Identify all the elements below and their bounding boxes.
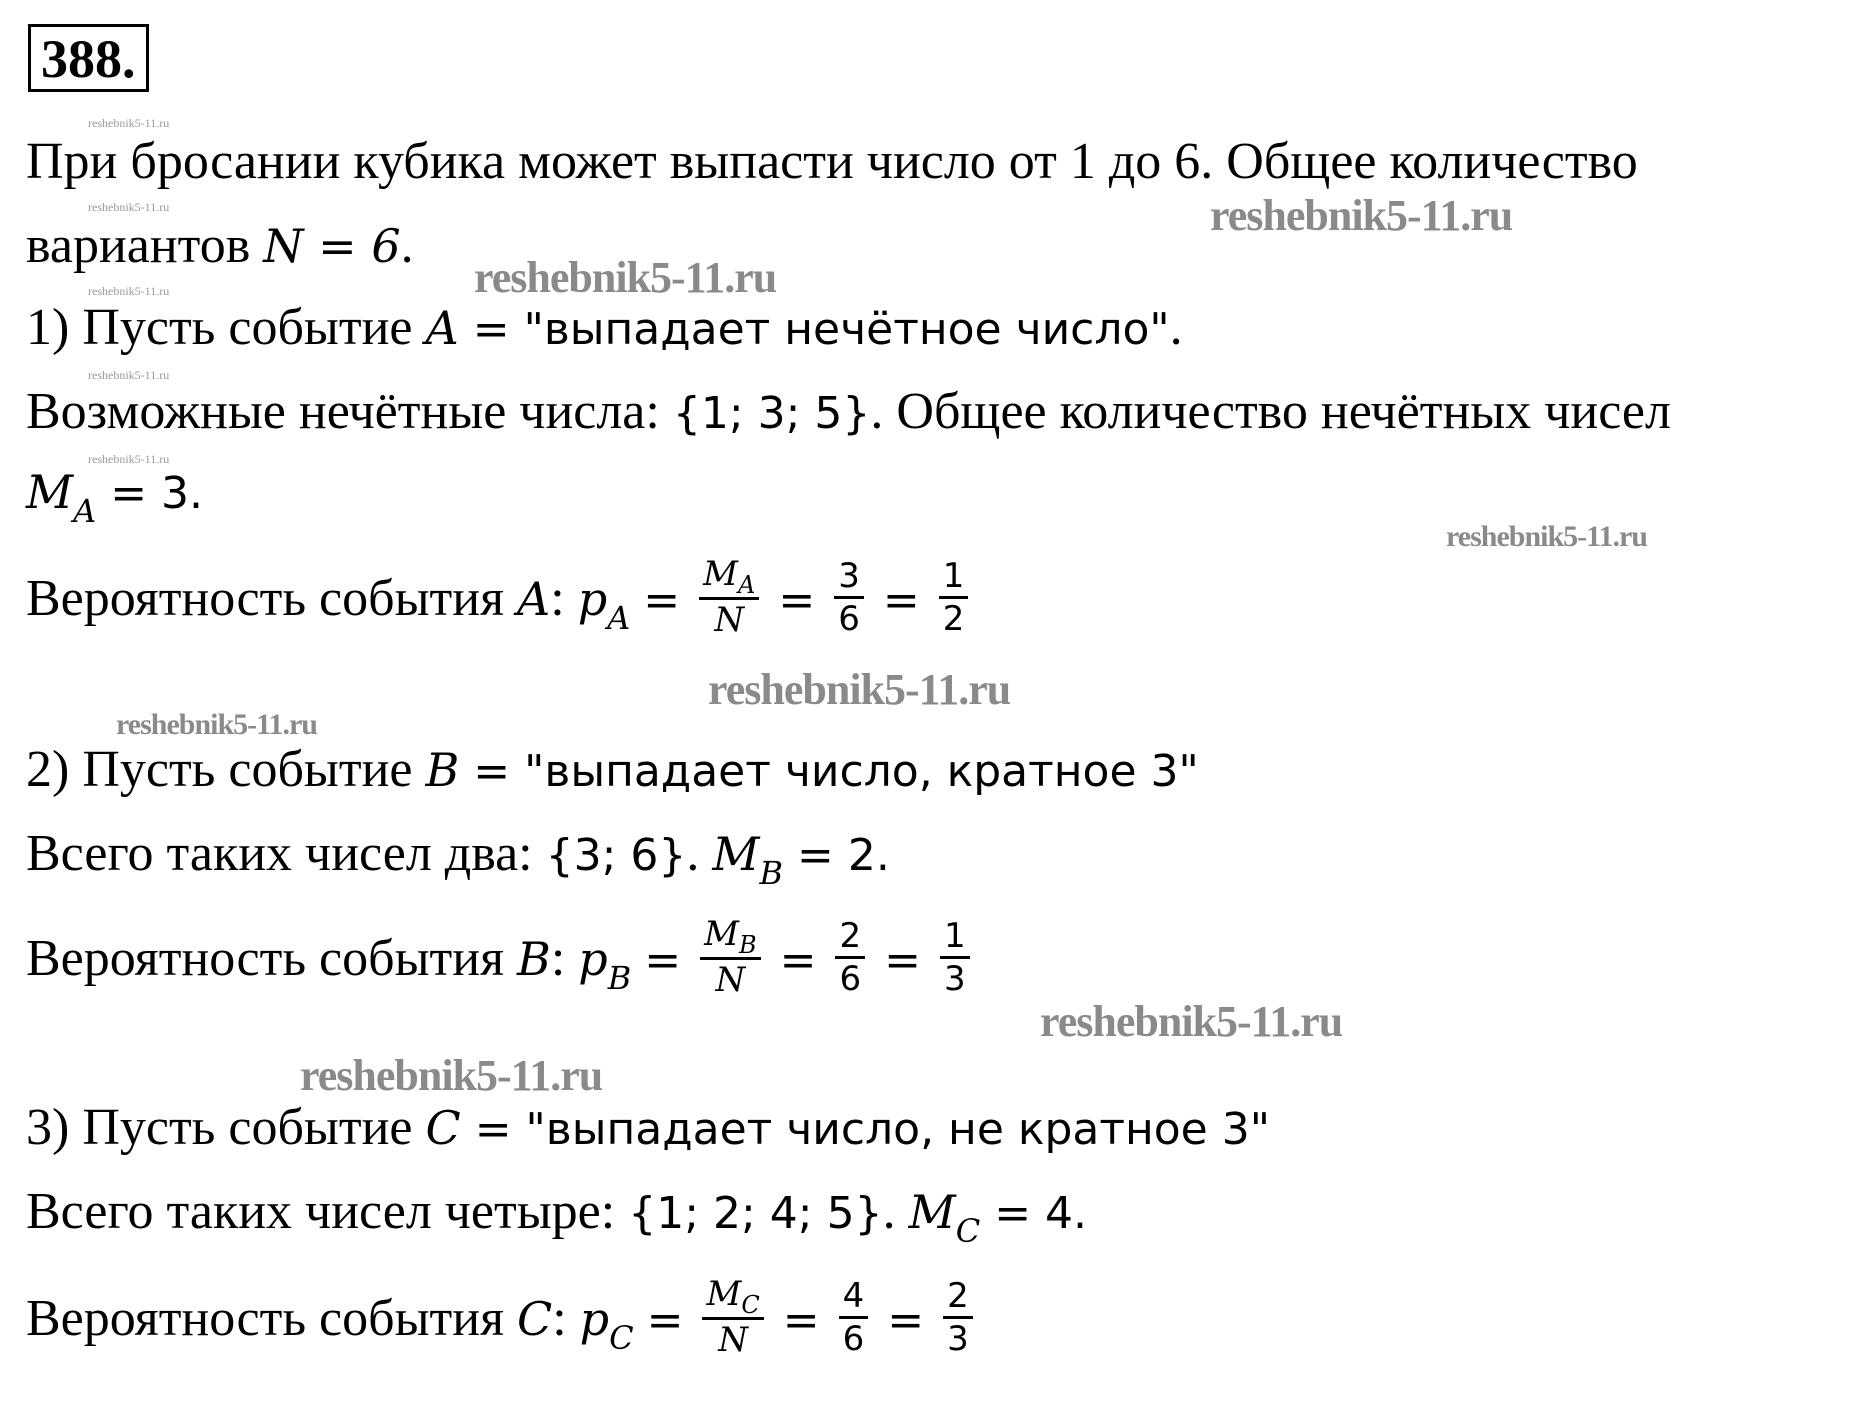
count-value: = 3.	[96, 468, 204, 519]
colon: :	[550, 569, 578, 627]
equals-sign: =	[778, 574, 816, 626]
colon: :	[550, 929, 579, 987]
outcomes-text: Всего таких чисел четыре:	[26, 1183, 629, 1240]
count-value: = 2.	[783, 830, 890, 881]
equals-sign: =	[643, 574, 681, 626]
event-variable: A	[425, 301, 459, 355]
part1-count	[26, 462, 204, 530]
outcomes-rest: .	[686, 825, 713, 882]
watermark: reshebnik5-11.ru	[88, 368, 170, 382]
part-lead: 3) Пусть событие	[26, 1099, 426, 1156]
count-subscript: A	[73, 492, 97, 530]
probability-symbol: p	[577, 571, 608, 626]
equals-sign: =	[779, 934, 817, 986]
part1-statement	[26, 298, 1183, 360]
outcomes-set: {1; 3; 5}	[672, 388, 871, 439]
fraction	[700, 914, 760, 1000]
part2-statement	[26, 740, 1199, 802]
probability-subscript: C	[609, 1318, 634, 1357]
intro-text: вариантов	[26, 217, 264, 274]
event-description: "выпадает число, кратное 3"	[524, 746, 1199, 797]
fraction	[939, 556, 969, 639]
event-description: "выпадает число, не кратное 3"	[525, 1104, 1270, 1155]
fraction	[940, 916, 970, 999]
problem-number: 388.	[28, 24, 149, 92]
fraction	[699, 554, 759, 640]
probability-text: Вероятность события	[26, 929, 518, 987]
part1-outcomes	[26, 382, 1671, 444]
outcomes-text: Всего таких чисел два:	[26, 825, 546, 882]
fraction-numerator: 1	[939, 556, 969, 599]
intro-text: При бросании кубика может выпасти число от 1 до 6. Общее количество	[26, 133, 1638, 190]
fraction-numerator: 2	[835, 916, 865, 959]
probability-subscript: B	[607, 958, 632, 997]
fraction-numerator: 4	[839, 1276, 869, 1319]
probability-symbol: p	[578, 931, 608, 986]
equals-sign: =	[646, 1294, 684, 1346]
watermark: reshebnik5-11.ru	[1210, 191, 1513, 240]
event-variable: B	[517, 931, 551, 986]
watermark: reshebnik5-11.ru	[1040, 997, 1343, 1046]
watermark: reshebnik5-11.ru	[88, 284, 170, 298]
period: .	[1169, 299, 1183, 356]
fraction-numerator: 3	[834, 556, 864, 599]
probability-text: Вероятность события	[26, 1289, 518, 1347]
probability-subscript: A	[607, 598, 631, 637]
watermark: reshebnik5-11.ru	[88, 452, 170, 466]
part-lead: 1) Пусть событие	[26, 299, 426, 356]
watermark: reshebnik5-11.ru	[474, 253, 777, 302]
outcomes-rest: . Общее количество нечётных чисел	[870, 383, 1671, 440]
fraction	[839, 1276, 869, 1359]
fraction	[835, 916, 865, 999]
watermark: reshebnik5-11.ru	[300, 1051, 603, 1100]
equals-sign: =	[644, 934, 682, 986]
period: .	[400, 217, 414, 274]
fraction-denominator: N	[714, 600, 745, 640]
equals-sign: =	[887, 1294, 925, 1346]
count-variable: M	[26, 465, 74, 519]
watermark: reshebnik5-11.ru	[1446, 520, 1647, 553]
watermark: reshebnik5-11.ru	[88, 116, 170, 130]
fraction-denominator: 6	[842, 1318, 865, 1359]
fraction-denominator: 6	[838, 598, 860, 639]
count-subscript: B	[759, 854, 784, 892]
count-value: = 4.	[980, 1188, 1088, 1239]
fraction-denominator: 6	[839, 958, 862, 999]
fraction-denominator: N	[715, 960, 746, 1000]
fraction-denominator: N	[718, 1320, 748, 1360]
count-variable: M	[908, 1185, 956, 1239]
fraction	[834, 556, 864, 639]
probability-symbol: p	[579, 1291, 610, 1346]
part1-probability	[26, 554, 974, 646]
fraction-numerator: 1	[940, 916, 970, 959]
fraction	[702, 1274, 763, 1360]
fraction-denominator: 3	[943, 958, 966, 999]
count-variable: M	[712, 827, 760, 881]
part3-outcomes	[26, 1182, 1088, 1250]
colon: :	[552, 1289, 580, 1347]
watermark: reshebnik5-11.ru	[88, 200, 170, 214]
fraction	[943, 1276, 973, 1359]
equals-sign: =	[782, 1294, 820, 1346]
event-variable: A	[517, 571, 551, 626]
equals-sign: =	[460, 1104, 526, 1155]
outcomes-set: {1; 2; 4; 5}	[628, 1188, 883, 1239]
equals-sign: =	[459, 746, 525, 797]
fraction-numerator: $M_A$	[699, 554, 759, 600]
part2-outcomes	[26, 824, 890, 892]
event-description: "выпадает нечётное число"	[523, 304, 1170, 355]
event-variable: C	[425, 1101, 461, 1155]
fraction-numerator: 2	[943, 1276, 973, 1319]
part2-probability	[26, 914, 976, 1006]
count-subscript: C	[955, 1212, 981, 1250]
part3-probability	[26, 1274, 979, 1366]
fraction-numerator: $M_C$	[702, 1274, 763, 1320]
outcomes-set: {3; 6}	[545, 830, 687, 881]
part-lead: 2) Пусть событие	[26, 741, 426, 798]
total-count-formula: N = 6	[263, 219, 401, 273]
intro-line-1	[26, 132, 1638, 192]
intro-line-2	[26, 216, 414, 276]
probability-text: Вероятность события	[26, 569, 518, 627]
event-variable: C	[517, 1291, 553, 1346]
outcomes-text: Возможные нечётные числа:	[26, 383, 673, 440]
equals-sign: =	[458, 304, 524, 355]
part3-statement	[26, 1098, 1270, 1160]
fraction-denominator: 2	[942, 598, 965, 639]
fraction-denominator: 3	[947, 1318, 969, 1359]
watermark: reshebnik5-11.ru	[116, 708, 317, 741]
fraction-numerator: $M_B$	[700, 914, 760, 960]
equals-sign: =	[882, 574, 920, 626]
equals-sign: =	[884, 934, 921, 986]
outcomes-rest: .	[882, 1183, 909, 1240]
watermark: reshebnik5-11.ru	[708, 665, 1011, 714]
event-variable: B	[425, 743, 460, 797]
